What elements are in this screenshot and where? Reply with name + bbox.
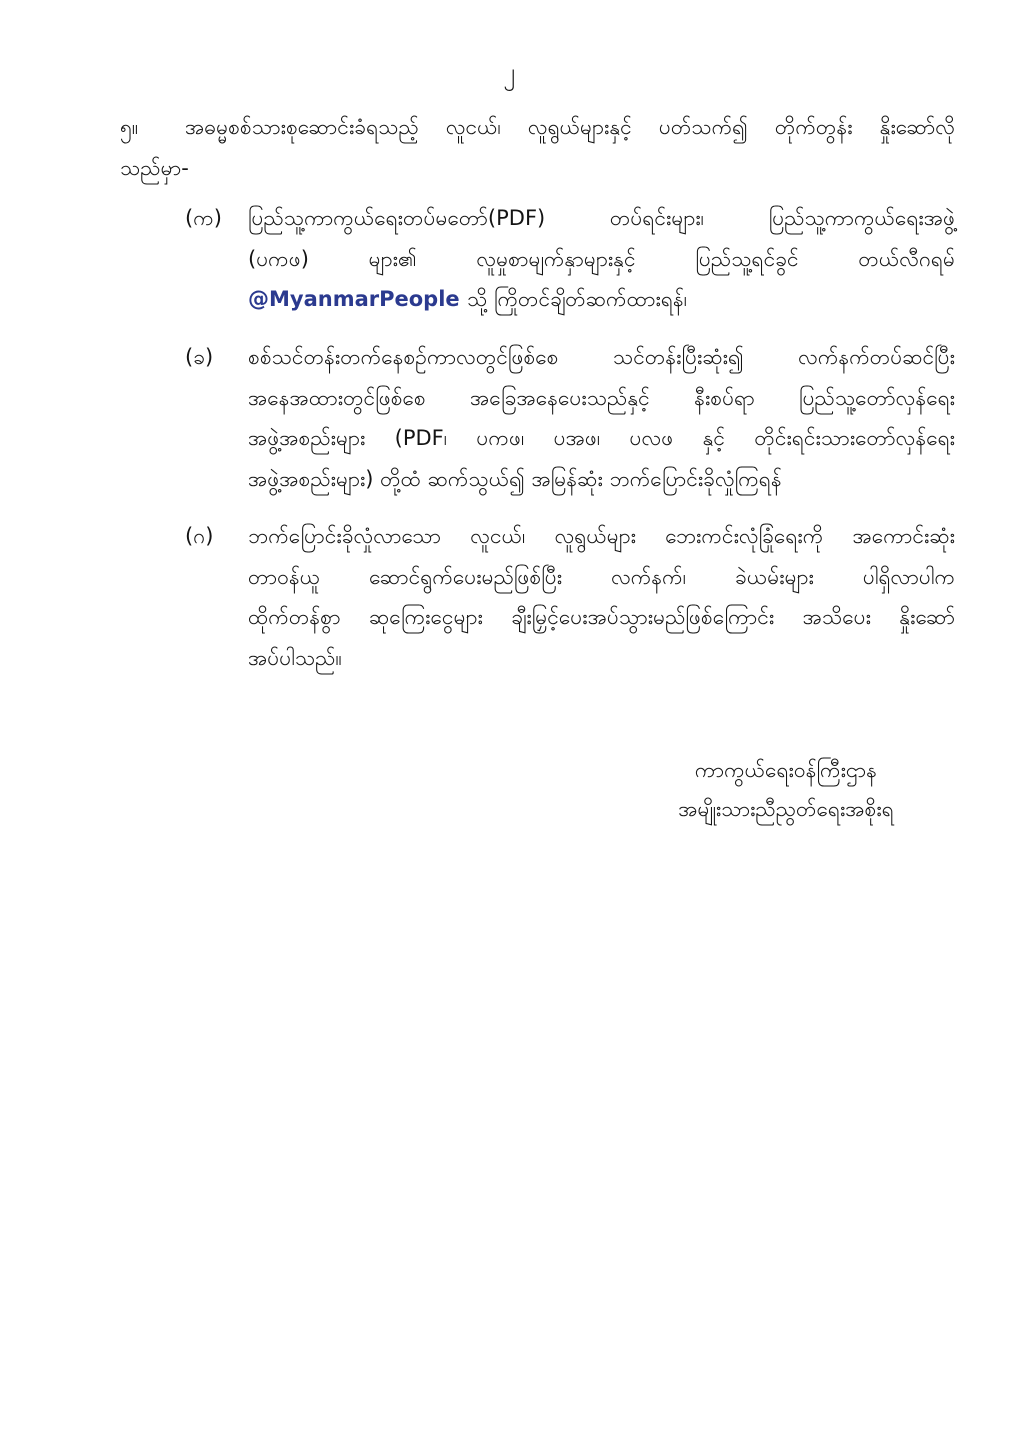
list-item-kha: [185, 337, 955, 499]
list-item-line: (ပကဖ) များ၏ လူမှုစာမျက်နှာများနှင့် ပြည်သူ့ရင်ခွင် တယ်လီဂရမ်: [248, 246, 955, 271]
signature-government: အမျိုးသားညီညွတ်ရေးအစိုးရ: [678, 797, 894, 821]
list-item-line: အဖွဲ့အစည်းများ (PDF၊ ပကဖ၊ ပအဖ၊ ပလဖ နှင့် တိုင်းရင်းသားတော်လှန်ရေး: [248, 426, 955, 450]
list-item-line: [248, 279, 955, 320]
list-item-line-text: သို့ ကြိုတင်ချိတ်ဆက်ထားရန်၊: [467, 287, 688, 311]
signature-ministry: ကာကွယ်ရေးဝန်ကြီးဌာန: [694, 758, 878, 782]
list-item-label: (ဂ): [185, 524, 214, 548]
list-item-line: ထိုက်တန်စွာ ဆုကြေးငွေများ ချီးမြှင့်ပေးအပ်သွားမည်ဖြစ်ကြောင်း အသိပေး နှိုးဆော်: [248, 605, 955, 629]
list-item-label: (က): [185, 206, 222, 230]
paragraph-line: သည်မှာ-: [120, 155, 189, 180]
list-item-line: အနေအထားတွင်ဖြစ်စေ အခြေအနေပေးသည်နှင့် နီးစပ်ရာ ပြည်သူ့တော်လှန်ရေး: [248, 385, 955, 410]
paragraph-line: အဓမ္မစစ်သားစုဆောင်းခံရသည့် လူငယ်၊ လူရွယ်များနှင့် ပတ်သက်၍ တိုက်တွန်း နှိုးဆော်လို: [185, 115, 955, 139]
list-item-body: [248, 337, 955, 499]
list-item-body: [248, 198, 955, 320]
page-number: ၂: [503, 58, 515, 86]
list-item-line: အဖွဲ့အစည်းများ) တို့ထံ ဆက်သွယ်၍ အမြန်ဆုံး ဘက်ပြောင်းခိုလှုံကြရန်: [248, 466, 782, 491]
list-item-body: [248, 516, 955, 678]
telegram-handle: @MyanmarPeople: [248, 287, 460, 311]
paragraph-first-line: [120, 107, 955, 148]
paragraph-5: [120, 107, 955, 188]
signature-block: [636, 751, 936, 829]
list-item-line: ဘက်ပြောင်းခိုလှုံလာသော လူငယ်၊ လူရွယ်များ ဘေးကင်းလုံခြုံရေးကို အကောင်းဆုံး: [248, 524, 955, 548]
list-item-line: အပ်ပါသည်။: [248, 645, 342, 670]
list-item-ka: [185, 198, 955, 320]
list-item-line: တာဝန်ယူ ဆောင်ရွက်ပေးမည်ဖြစ်ပြီး လက်နက်၊ ခဲယမ်းများ ပါရှိလာပါက: [248, 564, 955, 589]
paragraph-number: ၅။: [120, 115, 139, 139]
list-item-line: ပြည်သူ့ကာကွယ်ရေးတပ်မတော်(PDF) တပ်ရင်းများ၊ ပြည်သူ့ကာကွယ်ရေးအဖွဲ့: [248, 206, 955, 230]
list-item-label: (ခ): [185, 345, 214, 369]
list-item-line: စစ်သင်တန်းတက်နေစဉ်ကာလတွင်ဖြစ်စေ သင်တန်းပြီးဆုံး၍ လက်နက်တပ်ဆင်ပြီး: [248, 345, 955, 369]
list-item-ga: [185, 516, 955, 678]
